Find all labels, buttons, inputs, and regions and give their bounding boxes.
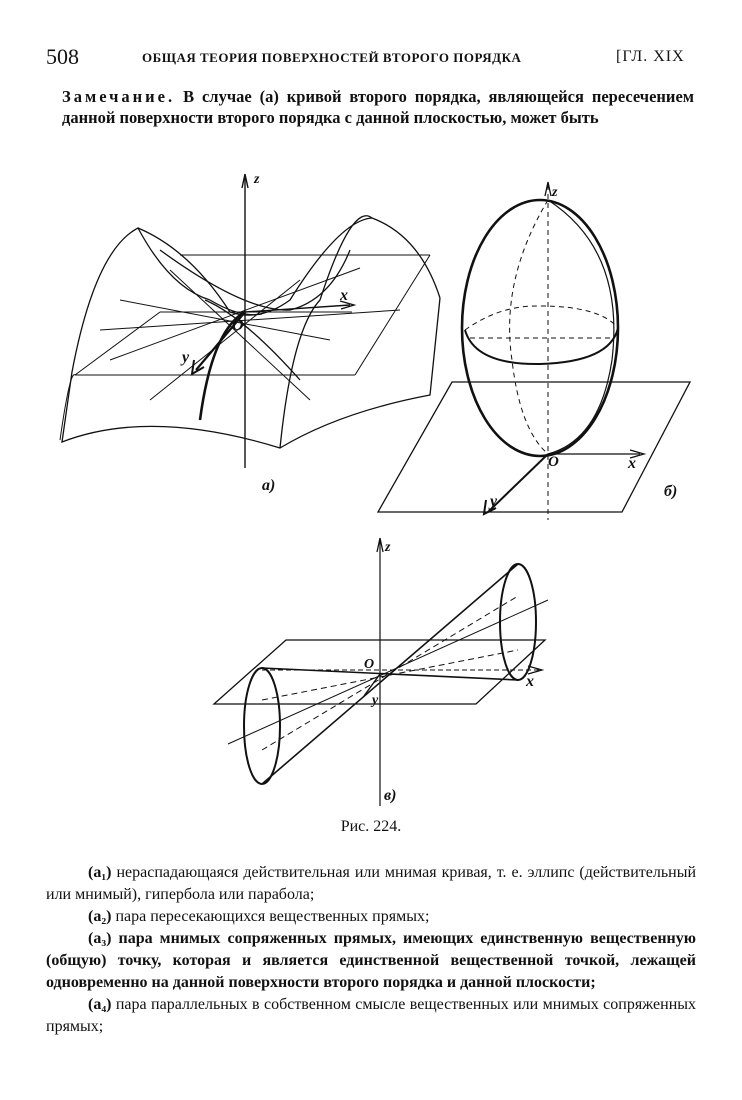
list-item: (а₄) пара параллельных в собственном смысле вещественных или мнимых сопряженных прямых; bbox=[46, 996, 696, 1035]
origin-label-c: O bbox=[364, 657, 375, 672]
list-item: (а₁) нераспадающаяся действительная или мнимая кривая, т. е. эллипс (действительный или мнимый), гипербола или парабола; bbox=[46, 864, 697, 903]
figure-label-c: в) bbox=[384, 787, 397, 804]
axis-z-label-a: z bbox=[254, 172, 260, 187]
axis-z-label-b: z bbox=[552, 185, 558, 200]
axis-x-label-c: x bbox=[526, 673, 534, 690]
note-text: В случае (а) кривой второго порядка, являющейся пересечением данной поверхности второго порядка с данной плоскостью, может быть bbox=[62, 87, 695, 127]
figure-label-a: а) bbox=[262, 477, 276, 494]
figure-caption: Рис. 224. bbox=[340, 818, 402, 835]
origin-label-a: O bbox=[232, 317, 244, 334]
figure-c-cone bbox=[214, 538, 548, 806]
list-item: (а₂) пара пересекающихся вещественных прямых; bbox=[88, 908, 430, 925]
page-number: 508 bbox=[46, 44, 79, 69]
axis-y-label-a: y bbox=[182, 349, 190, 366]
chapter-label: [ГЛ. XIX bbox=[616, 48, 685, 65]
axis-z-label-c: z bbox=[385, 540, 391, 555]
note-lead: Замечание. bbox=[62, 87, 176, 106]
figure-label-b: б) bbox=[664, 483, 678, 500]
item-list bbox=[46, 862, 696, 1038]
axis-y-label-c: y bbox=[372, 693, 379, 708]
origin-label-b: O bbox=[548, 454, 559, 470]
axis-x-label-a: x bbox=[340, 287, 348, 304]
axis-y-label-b: y bbox=[490, 493, 498, 510]
figure-a-hyperbolic-paraboloid bbox=[60, 174, 440, 468]
figure-b-ellipsoid bbox=[378, 182, 690, 520]
axis-x-label-b: x bbox=[628, 455, 636, 472]
list-item: (а₃) пара мнимых сопряженных прямых, имеющих единственную вещественную (общую) точку, которая и является единственной вещественной точкой, лежащей одновременно на данной поверхности второго порядка и данной плоскости; bbox=[46, 930, 697, 991]
running-title: ОБЩАЯ ТЕОРИЯ ПОВЕРХНОСТЕЙ ВТОРОГО ПОРЯДКА bbox=[142, 50, 522, 65]
